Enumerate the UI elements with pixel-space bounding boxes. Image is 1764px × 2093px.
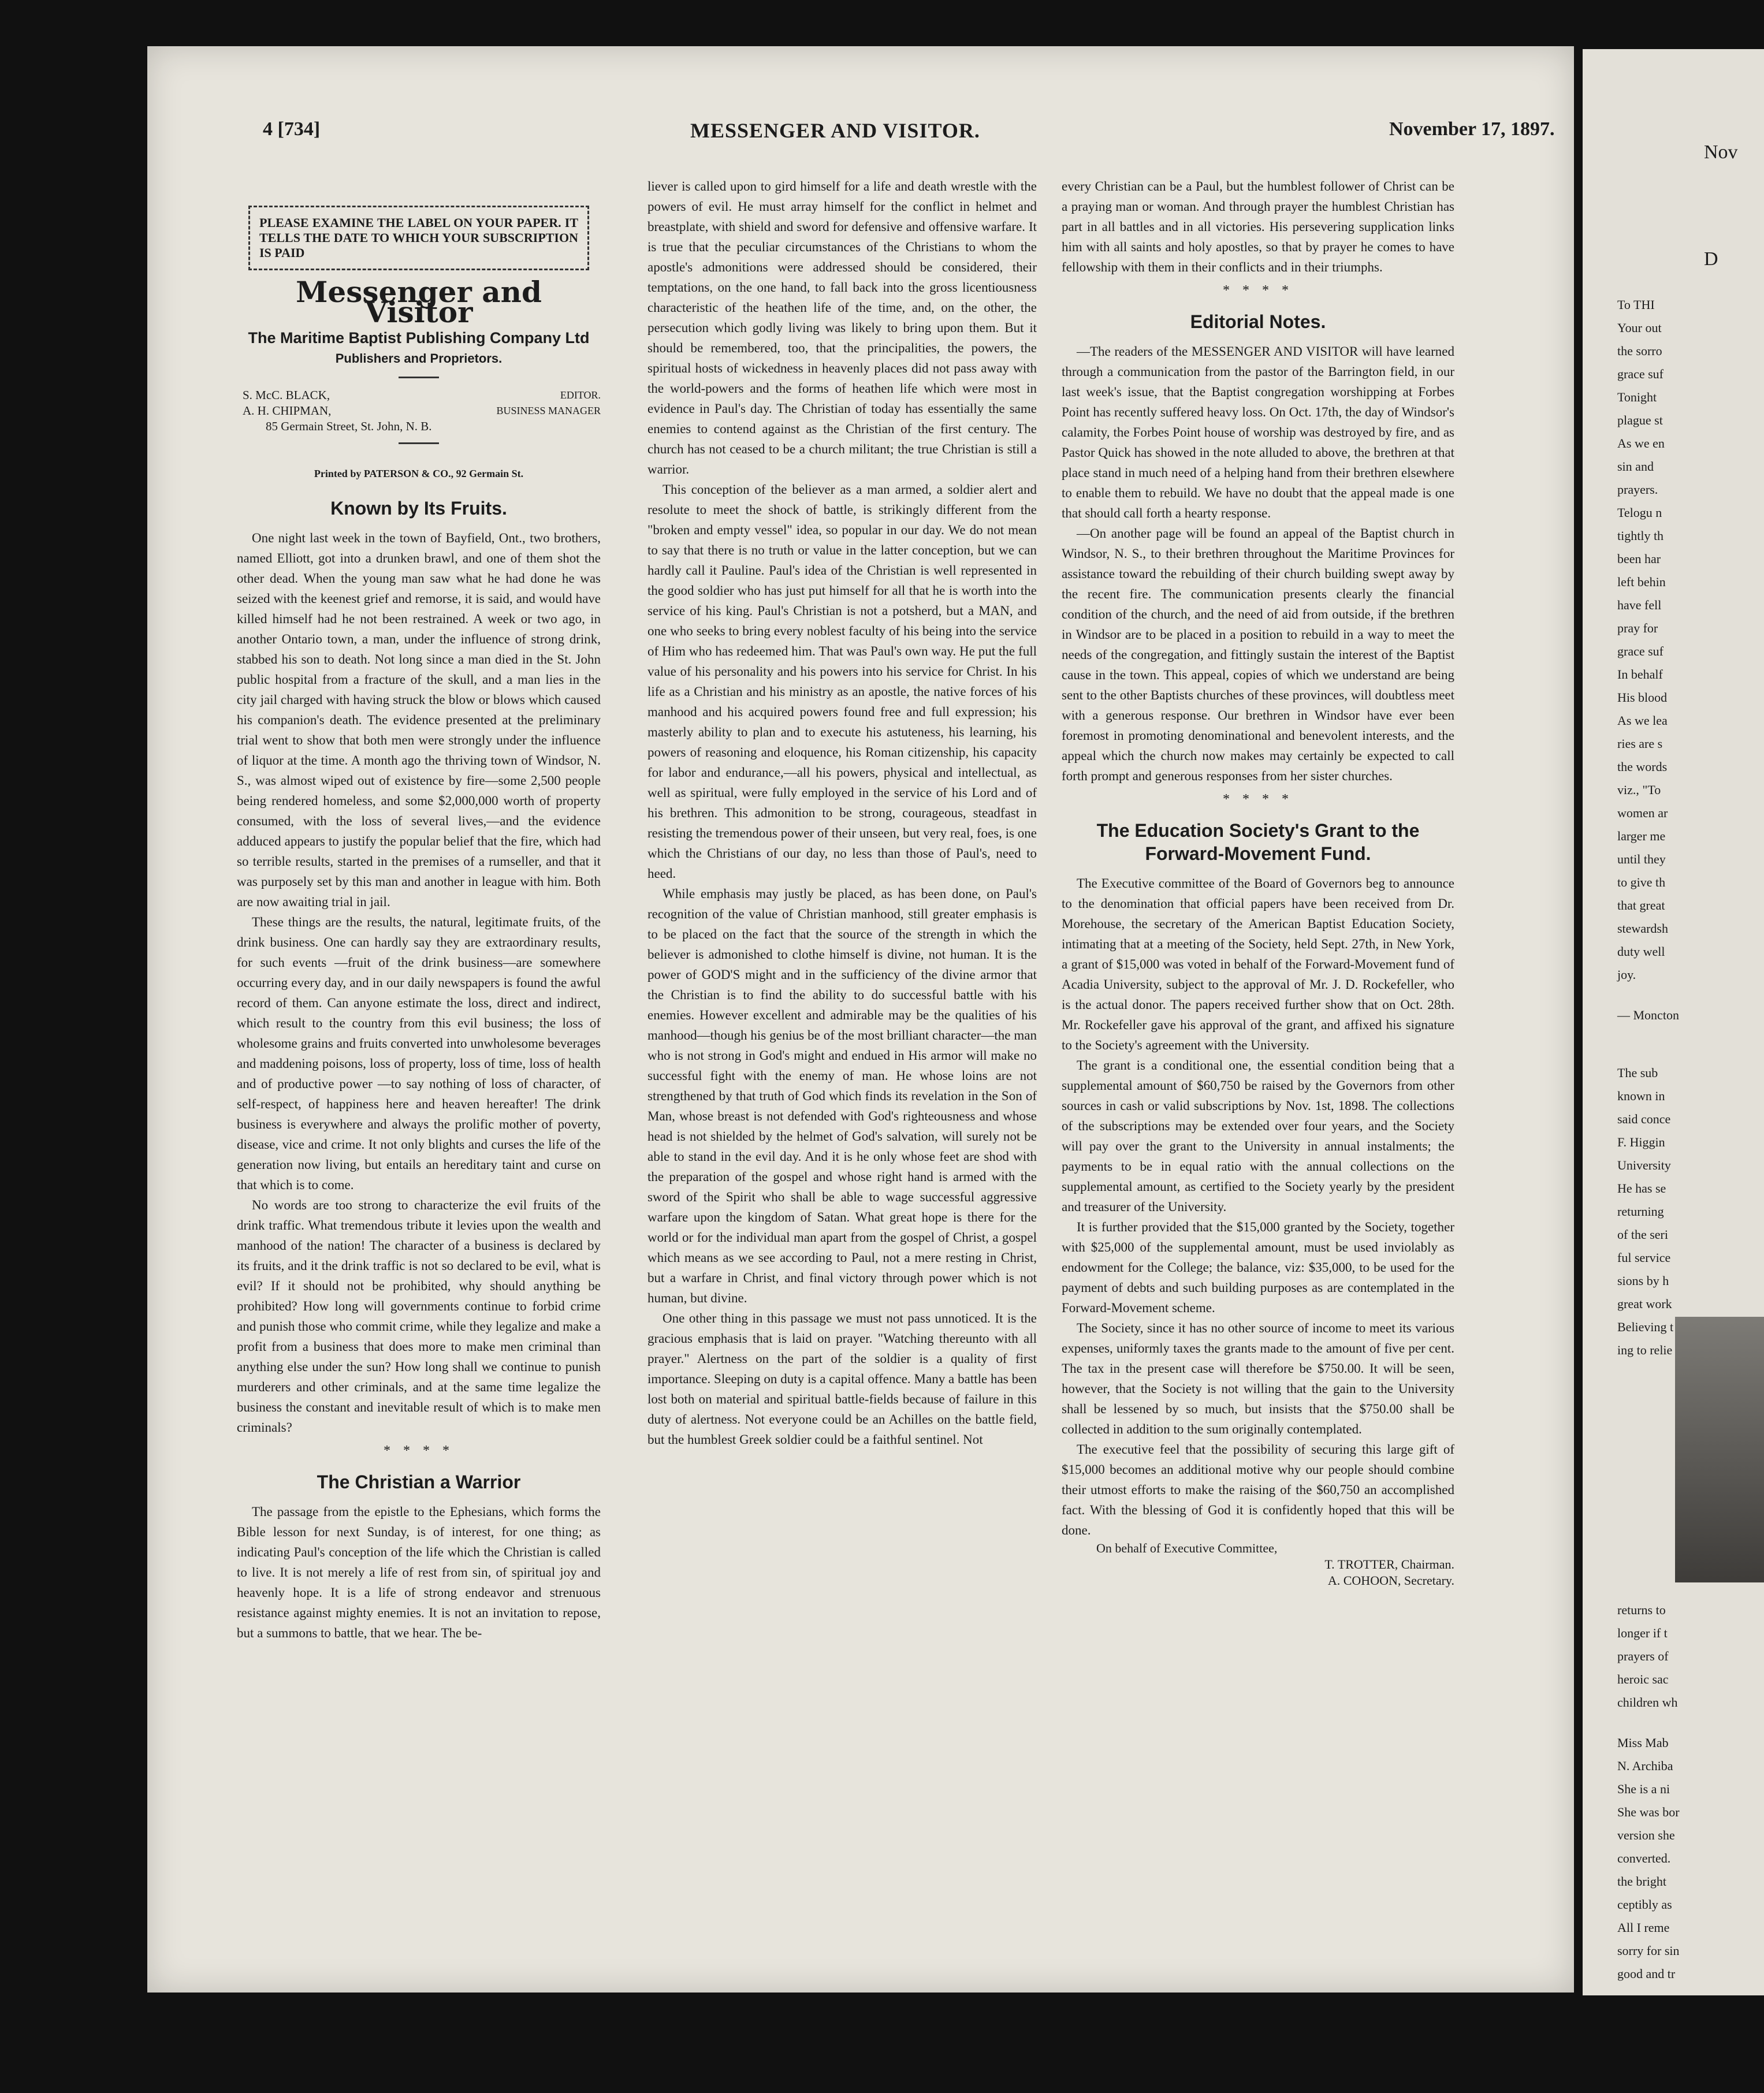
editor-role: EDITOR. xyxy=(560,389,601,401)
edge-text-fragment: joy. xyxy=(1617,967,1636,982)
divider xyxy=(399,442,439,444)
article-paragraph: every Christian can be a Paul, but the humblest follower of Christ can be a praying man or woman. And through prayer the humblest Christian has part in all battles and in all victories. His persevering supplication links him with all saints and holy apostles, so that by prayer he comes to have fellowship with them in their conflicts and in their triumphs. xyxy=(1062,179,1454,274)
edge-text-fragment: prayers of xyxy=(1617,1649,1669,1663)
edge-text-fragment: Telogu n xyxy=(1617,505,1662,520)
edge-text-fragment: She was bor xyxy=(1617,1805,1680,1819)
edge-text-fragment: good and tr xyxy=(1617,1967,1676,1981)
edge-text-fragment: pray for xyxy=(1617,621,1658,635)
edge-text-fragment: F. Higgin xyxy=(1617,1135,1665,1149)
editor-line xyxy=(243,388,601,403)
article-title: The Education Society's Grant to the Forward-Movement Fund. xyxy=(1096,820,1420,864)
edge-text-fragment: His blood xyxy=(1617,690,1668,705)
article-paragraph: While emphasis may justly be placed, as has been done, on Paul's recognition of the value of Christian manhood, still greater emphasis is to be placed on the fact that the source of the strength in which the believer is admonished to clothe himself is divine, not human. It is the power of GOD'S might and in the sufficiency of the divine armor that the Christian is to find the ability to do successful battle with his enemies. However excellent and admirable may be the qualities of his manhood—though his genius be of the most brilliant character—the man who is not strong in God's might and endued in His armor will make no successful fight with the enemy of man. He whose loins are not strengthened by that truth of God which finds its revelation in the Son of Man, whose breast is not defended with God's righteousness and whose head is not shielded by the helmet of God's salvation, will surely not be able to stand in the evil day. And it is he only whose feet are shod with the preparation of the gospel and whose right hand is armed with the sword of the Spirit who shall be able to wage successful aggressive warfare upon the kingdom of Satan. What great hope is there for the world or for the individual man apart from the gospel of Christ, a gospel which means as we see according to Paul, not a mere resting in Christ, but a warfare in Christ, and final victory through power which is not human, but divine. xyxy=(647,887,1037,1305)
manager-name: A. H. CHIPMAN, xyxy=(243,404,332,418)
edge-text-fragment: left behin xyxy=(1617,575,1666,589)
edge-text-fragment: the bright xyxy=(1617,1874,1666,1889)
address: 85 Germain Street, St. John, N. B. xyxy=(266,419,432,433)
edge-text-fragment: Tonight xyxy=(1617,390,1657,404)
article-paragraph: —The readers of the MESSENGER AND VISITOR will have learned through a communication from the pastor of the Barrington field, in our last week's issue, that the Baptist congregation worshipping at Forbes Point has recently suffered heavy loss. On Oct. 17th, the day of Windsor's calamity, the Forbes Point house of worship was destroyed by fire, and as Pastor Quick has showed in the note alluded to above, the brethren at that place stand in much need of a helping hand from their brethren elsewhere to enable them to rebuild. We have no doubt that the appeal made is one that should call forth a hearty response. xyxy=(1062,344,1454,520)
edge-text-fragment: returning xyxy=(1617,1204,1664,1219)
edge-text-fragment: returns to xyxy=(1617,1603,1666,1617)
edge-text-fragment: Believing t xyxy=(1617,1320,1674,1334)
edge-text-fragment: In behalf xyxy=(1617,667,1663,681)
edge-text-fragment: stewardsh xyxy=(1617,921,1668,936)
masthead-title: Messenger and Visitor xyxy=(296,275,542,329)
article-paragraph: —On another page will be found an appeal of the Baptist church in Windsor, N. S., to their brethren throughout the Maritime Provinces for assistance toward the rebuilding of their church building swept away by the recent fire. The communication presents clearly the financial condition of the church, and the need of aid from outside, if the brethren in Windsor are to be placed in a position to rebuild in a way to meet the needs of the congregation, and fittingly sustain the interest of the Baptist cause in the town. This appeal, copies of which we understand are being sent to the other Baptists churches of these provinces, will doubtless meet with a generous response. Our brethren in Windsor have ever been foremost in promoting denominational and benevolent interests, and the appeal which the church now makes may certainly be expected to call forth prompt and generous responses from her sister churches. xyxy=(1062,526,1454,783)
edge-text-fragment: Your out xyxy=(1617,321,1662,335)
newspaper-title: MESSENGER AND VISITOR. xyxy=(690,119,980,142)
edge-text-fragment: sin and xyxy=(1617,459,1654,474)
edge-text-fragment: D xyxy=(1704,248,1718,270)
article-paragraph: This conception of the believer as a man armed, a soldier alert and resolute to meet the shock of battle, is strikingly different from the "broken and empty vessel" idea, so popular in our day. We do not mean to say that there is no truth or value in the latter conception, but we can hardly call it Pauline. Paul's idea of the Christian is well represented in the good soldier who has just put himself for all that he is worth into the service of his king. Paul's Christian is not a potsherd, but a MAN, and one who seeks to bring every noblest faculty of his being into the service of Him who has redeemed him. That was Paul's own way. He put the full value of his personality and his powers into his service for Christ. In his life as a Christian and his ministry as an apostle, the native forces of his manhood and his acquired powers found free and full expression; his masterly ability to plan and to execute his astuteness, his learning, his powers of reasoning and eloquence, his Roman citizenship, his capacity for labor and endurance,—all his powers, physical and intellectual, as well as spiritual, were fully employed in the service of his Lord and of his brethren. This admonition to be strong, courageous, steadfast in resisting the tremendous power of their unseen, but very real, foes, is one which the Christians of our day, no less than those of Paul's, need to heed. xyxy=(647,482,1037,881)
edge-text-fragment: N. Archiba xyxy=(1617,1759,1673,1773)
edge-text-fragment: been har xyxy=(1617,552,1661,566)
edge-text-fragment: larger me xyxy=(1617,829,1666,843)
manager-line xyxy=(243,403,601,419)
edge-text-fragment: ceptibly as xyxy=(1617,1897,1672,1912)
edge-text-fragment: have fell xyxy=(1617,598,1662,612)
edge-text-fragment: Miss Mab xyxy=(1617,1736,1669,1750)
edge-text-fragment: grace suf xyxy=(1617,644,1664,658)
newspaper-page xyxy=(147,46,1574,1993)
article-paragraph: One other thing in this passage we must not pass unnoticed. It is the gracious emphasis that is laid on prayer. "Watching thereunto with all prayer." Alertness on the part of the soldier is a quality of first importance. Sleeping on duty is a capital offence. Many a battle has been lost both on material and spiritual battle-fields because of failure in this duty of alertness. Not everyone could be an Achilles on the battle field, but the humblest Greek soldier could be a faithful sentinel. Not xyxy=(647,1311,1037,1447)
edge-text-fragment: converted. xyxy=(1617,1851,1671,1865)
edge-text-fragment: version she xyxy=(1617,1828,1675,1842)
issue-date: November 17, 1897. xyxy=(1389,118,1555,140)
edge-text-fragment: As we lea xyxy=(1617,713,1668,728)
edge-text-fragment: children wh xyxy=(1617,1695,1678,1710)
edge-text-fragment: viz., "To xyxy=(1617,783,1661,797)
adjacent-page-edge xyxy=(1583,49,1764,1995)
signature-line: On behalf of Executive Committee, xyxy=(1096,1541,1278,1555)
edge-text-fragment: the words xyxy=(1617,759,1668,774)
edge-text-fragment: great work xyxy=(1617,1297,1672,1311)
edge-text-fragment: grace suf xyxy=(1617,367,1664,381)
section-stars: * * * * xyxy=(1223,792,1293,807)
article-paragraph: liever is called upon to gird himself for a life and death wrestle with the powers of evil. He must array himself for the conflict in helmet and breastplate, with shield and sword for defensive and offensive warfare. It is true that the peculiar circumstances of the Christians to whom the apostle's admonitions were addressed should be considered, their temptations, on the one hand, to fall back into the gross licentiousness characteristic of the heathen life of the time, and, on the other, the persecution which godly living was likely to bring upon them. But it should be remembered, too, that the principalities, the powers, the spiritual hosts of wickedness in heavenly places did not pass away with the world-powers and the forms of heathen life which were most in evidence in Paul's day. The Christian of today has essentially the same enemies to contend against as the Christian of the first century. The church has not ceased to be a church militant; the true Christian is still a warrior. xyxy=(647,179,1037,476)
edge-text-fragment: He has se xyxy=(1617,1181,1666,1196)
edge-text-fragment: plague st xyxy=(1617,413,1663,427)
article-paragraph: These things are the results, the natural, legitimate fruits, of the drink business. One can hardly say they are extraordinary results, for such events —fruit of the drink business—are somewhere occurring every day, and in our daily newspapers is found the awful record of them. Can anyone estimate the loss, direct and indirect, which result to the country from this evil business; the loss of wholesome grains and fruits converted into unwholesome beverages and maddening poisons, loss of property, loss of time, loss of health and of productive power —to say nothing of loss of character, of self-respect, of happiness here and heaven hereafter! The drink business is everywhere and always the prolific mother of poverty, disease, vice and crime. It not only blights and curses the life of the generation now living, but entails an hereditary taint and curse on that which is to come. xyxy=(237,915,601,1192)
edge-text-fragment: duty well xyxy=(1617,944,1665,959)
publisher-subtitle: Publishers and Proprietors. xyxy=(335,351,503,366)
edge-text-fragment: As we en xyxy=(1617,436,1665,450)
article-paragraph: The passage from the epistle to the Ephesians, which forms the Bible lesson for next Sunday, is of interest, for one thing; as indicating Paul's conception of the life which the Christian is called to live. It is not merely a life of rest from sin, of spiritual joy and heavenly hope. It is a life of strong endeavor and strenuous resistance against mighty enemies. It is not an invitation to repose, but a summons to battle, that we hear. The be- xyxy=(237,1504,601,1640)
column-2 xyxy=(647,176,1037,1450)
edge-text-fragment: She is a ni xyxy=(1617,1782,1670,1796)
edge-text-fragment: tightly th xyxy=(1617,528,1664,543)
manager-role: BUSINESS MANAGER xyxy=(496,405,601,416)
edge-text-fragment: heroic sac xyxy=(1617,1672,1669,1686)
edge-text-fragment: of the seri xyxy=(1617,1227,1668,1242)
edge-text-fragment: longer if t xyxy=(1617,1626,1668,1640)
editor-name: S. McC. BLACK, xyxy=(243,388,330,402)
edge-text-fragment: To THI xyxy=(1617,297,1655,312)
article-paragraph: The grant is a conditional one, the essential condition being that a supplemental amount of $60,750 be raised by the Governors from other sources in cash or valid subscriptions by Nov. 1st, 1898. The collections of the subscriptions may be extended over four years, and the Society will pay over the grant to the University in annual instalments; the payments to be in equal ratio with the annual collections on the supplemental amount, as certified to the Society yearly by the president and treasurer of the University. xyxy=(1062,1058,1454,1214)
article-title: Editorial Notes. xyxy=(1190,311,1326,332)
printer-line: Printed by PATERSON & CO., 92 Germain St. xyxy=(314,468,524,479)
edge-text-fragment: ries are s xyxy=(1617,736,1663,751)
article-paragraph: One night last week in the town of Bayfield, Ont., two brothers, named Elliott, got into a drunken brawl, and one of them shot the other dead. When the young man saw what he had done he was seized with the keenest grief and remorse, it is said, and would have killed himself had he not been restrained. A week or two ago, in another Ontario town, a man, under the influence of strong drink, stabbed his son to death. Not long since a man died in the St. John public hospital from a fracture of the skull, and a man lies in the city jail charged with having struck the blow or blows which caused his companion's death. The evidence presented at the preliminary trial went to show that both men were strongly under the influence of liquor at the time. A month ago the thriving town of Windsor, N. S., was almost wiped out of existence by fire—some 2,500 people being rendered homeless, and some $2,000,000 worth of property consumed, with the loss of several lives,—and the evidence adduced appears to justify the popular belief that the fire, which had so terrible results, started in the premises of a rumseller, and that it was purposely set by this man and another in league with him. Both are now awaiting trial in jail. xyxy=(237,531,601,909)
edge-text-fragment: until they xyxy=(1617,852,1666,866)
article-paragraph: No words are too strong to characterize the evil fruits of the drink traffic. What tremendous tribute it levies upon the wealth and manhood of the nation! The character of a business is declared by its fruits, and it the drink traffic is not so declared to be evil, what is evil? If it should not be prohibited, why should anything be prohibited? How long will governments continue to forbid crime and punish those who commit crime, while they legalize and make a profit from a business that does more to make men criminal than anything else under the sun? How long shall we continue to punish murderers and other criminals, and at the same time legalize the business the constant and inevitable result of which is to make men criminals? xyxy=(237,1198,601,1435)
portrait-photo xyxy=(1675,1317,1764,1582)
publisher-name: The Maritime Baptist Publishing Company Ltd xyxy=(248,329,590,347)
article-title: The Christian a Warrior xyxy=(317,1472,521,1492)
page-number: 4 [734] xyxy=(263,118,321,140)
edge-text-fragment: The sub xyxy=(1617,1066,1658,1080)
edge-text-fragment: prayers. xyxy=(1617,482,1658,497)
edge-text-fragment: known in xyxy=(1617,1089,1665,1103)
edge-text-fragment: women ar xyxy=(1617,806,1668,820)
edge-text-fragment: University xyxy=(1617,1158,1671,1172)
edge-text-fragment: — Moncton xyxy=(1617,1008,1679,1022)
edge-text-fragment: said conce xyxy=(1617,1112,1671,1126)
edge-text-fragment: ing to relie xyxy=(1617,1343,1673,1357)
section-stars: * * * * xyxy=(384,1443,454,1458)
edge-text-fragment: All I reme xyxy=(1617,1920,1670,1935)
edge-text-fragment: sions by h xyxy=(1617,1273,1669,1288)
article-paragraph: The executive feel that the possibility of securing this large gift of $15,000 becomes an additional motive why our people should combine their utmost efforts to make the raising of the $60,750 an accomplished fact. With the blessing of God it is confidently hoped that this will be done. xyxy=(1062,1442,1454,1537)
signature-line: A. COHOON, Secretary. xyxy=(1327,1573,1454,1588)
edge-text-fragment: the sorro xyxy=(1617,344,1662,358)
column-3 xyxy=(1062,176,1454,1589)
article-paragraph: The Executive committee of the Board of Governors beg to announce to the denomination that official papers have been received from Dr. Morehouse, the secretary of the American Baptist Education Society, intimating that at a meeting of the Society, held Sept. 27th, in New York, a grant of $15,000 was voted in behalf of the Forward-Movement fund of Acadia University, subject to the approval of Mr. J. D. Rockefeller, who is the actual donor. The papers received further show that on Oct. 28th. Mr. Rockefeller gave his approval of the grant, and affixed his signature to the Society's agreement with the University. xyxy=(1062,876,1454,1052)
edge-text-fragment: that great xyxy=(1617,898,1665,913)
edge-text-fragment: to give th xyxy=(1617,875,1666,889)
signature-line: T. TROTTER, Chairman. xyxy=(1324,1557,1454,1571)
edge-text-fragment: sorry for sin xyxy=(1617,1943,1680,1958)
column-1 xyxy=(237,202,601,1643)
article-title: Known by Its Fruits. xyxy=(330,498,507,519)
divider xyxy=(399,377,439,378)
subscription-notice: PLEASE EXAMINE THE LABEL ON YOUR PAPER. IT TELLS THE DATE TO WHICH YOUR SUBSCRIPTION IS PAID xyxy=(248,206,589,270)
section-stars: * * * * xyxy=(1223,283,1293,298)
edge-text-fragment: ful service xyxy=(1617,1250,1671,1265)
edge-text-fragment: Nov xyxy=(1704,141,1738,163)
article-paragraph: It is further provided that the $15,000 granted by the Society, together with $25,000 of the supplemental amount, must be used inviolably as endowment for the College; the balance, viz: $35,000, to be used for the payment of debts and such building purposes as are contemplated in the Forward-Movement scheme. xyxy=(1062,1220,1454,1315)
article-paragraph: The Society, since it has no other source of income to meet its various expenses, uniformly taxes the grants made to the amount of five per cent. The tax in the present case will therefore be $750.00. It will be seen, however, that the Society is not willing that the gain to the University shall be lessened by so much, but insists that the $750.00 shall be collected in addition to the sum originally contemplated. xyxy=(1062,1321,1454,1436)
